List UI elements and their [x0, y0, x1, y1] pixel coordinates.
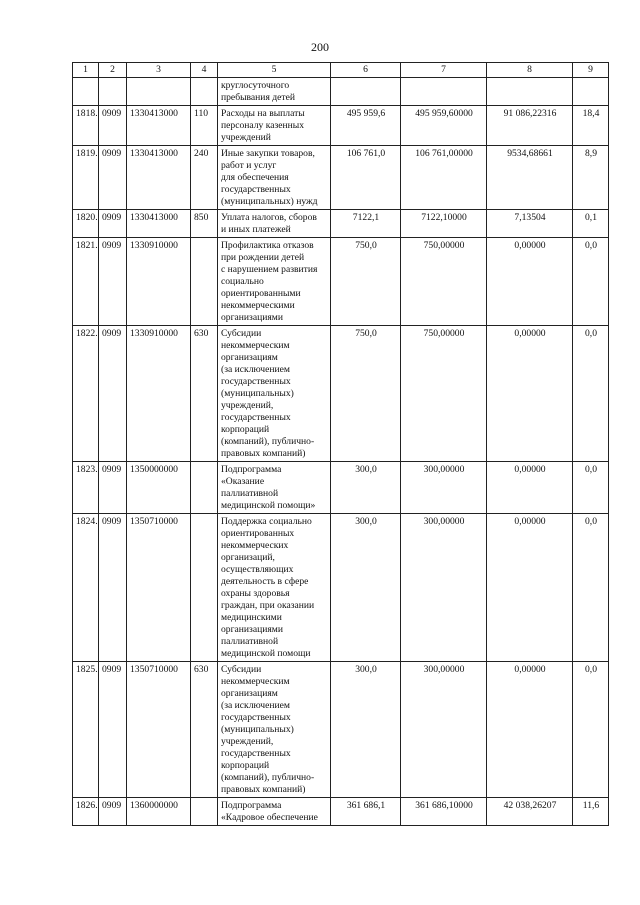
expense-type-cell: [191, 462, 218, 514]
section-code-cell: [99, 78, 127, 106]
table-row: [73, 78, 609, 106]
section-code-cell: 0909: [99, 462, 127, 514]
item-name-cell: Субсидии некоммерческим организациям (за исключением государственных (муниципальных) учреждений, государственных корпораций (компаний), публично- правовых компаний): [218, 662, 331, 798]
column-9-value-cell: 0,0: [573, 514, 609, 662]
target-article-cell: 1350710000: [127, 662, 191, 798]
expense-type-cell: 850: [191, 210, 218, 238]
column-9-value-cell: 0,0: [573, 662, 609, 798]
header-cell: 8: [487, 63, 573, 78]
column-6-value-cell: 300,0: [331, 514, 401, 662]
row-number-cell: 1819.: [73, 146, 99, 210]
column-9-value-cell: 8,9: [573, 146, 609, 210]
column-9-value-cell: [573, 78, 609, 106]
table-row: [73, 514, 609, 662]
column-7-value-cell: [401, 78, 487, 106]
column-9-value-cell: 0,0: [573, 326, 609, 462]
column-7-value-cell: 495 959,60000: [401, 106, 487, 146]
table-row: [73, 238, 609, 326]
column-8-value-cell: 9534,68661: [487, 146, 573, 210]
row-number-cell: 1823.: [73, 462, 99, 514]
target-article-cell: 1330413000: [127, 210, 191, 238]
column-6-value-cell: 7122,1: [331, 210, 401, 238]
row-number-cell: 1824.: [73, 514, 99, 662]
item-name-cell: Иные закупки товаров, работ и услуг для обеспечения государственных (муниципальных) нужд: [218, 146, 331, 210]
column-8-value-cell: [487, 78, 573, 106]
header-cell: 5: [218, 63, 331, 78]
section-code-cell: 0909: [99, 326, 127, 462]
item-name-cell: Субсидии некоммерческим организациям (за исключением государственных (муниципальных) учреждений, государственных корпораций (компаний), публично- правовых компаний): [218, 326, 331, 462]
target-article-cell: 1330910000: [127, 326, 191, 462]
column-6-value-cell: 300,0: [331, 462, 401, 514]
expense-type-cell: [191, 78, 218, 106]
row-number-cell: 1818.: [73, 106, 99, 146]
column-8-value-cell: 0,00000: [487, 462, 573, 514]
column-6-value-cell: 106 761,0: [331, 146, 401, 210]
row-number-cell: 1820.: [73, 210, 99, 238]
column-8-value-cell: 0,00000: [487, 238, 573, 326]
table-row: [73, 462, 609, 514]
target-article-cell: [127, 78, 191, 106]
section-code-cell: 0909: [99, 798, 127, 826]
section-code-cell: 0909: [99, 238, 127, 326]
column-6-value-cell: 750,0: [331, 326, 401, 462]
header-cell: 1: [73, 63, 99, 78]
section-code-cell: 0909: [99, 514, 127, 662]
expense-type-cell: 240: [191, 146, 218, 210]
section-code-cell: 0909: [99, 106, 127, 146]
item-name-cell: Подпрограмма «Оказание паллиативной медицинской помощи»: [218, 462, 331, 514]
expense-type-cell: [191, 798, 218, 826]
target-article-cell: 1360000000: [127, 798, 191, 826]
column-8-value-cell: 91 086,22316: [487, 106, 573, 146]
column-8-value-cell: 7,13504: [487, 210, 573, 238]
column-6-value-cell: 750,0: [331, 238, 401, 326]
table-body: [73, 63, 609, 826]
target-article-cell: 1330910000: [127, 238, 191, 326]
target-article-cell: 1330413000: [127, 146, 191, 210]
column-9-value-cell: 18,4: [573, 106, 609, 146]
header-cell: 3: [127, 63, 191, 78]
target-article-cell: 1350000000: [127, 462, 191, 514]
row-number-cell: 1822.: [73, 326, 99, 462]
section-code-cell: 0909: [99, 662, 127, 798]
column-6-value-cell: 300,0: [331, 662, 401, 798]
table-row: [73, 798, 609, 826]
column-7-value-cell: 300,00000: [401, 462, 487, 514]
header-cell: 4: [191, 63, 218, 78]
table-row: [73, 106, 609, 146]
expense-type-cell: 630: [191, 326, 218, 462]
table-row: [73, 326, 609, 462]
item-name-cell: Расходы на выплаты персоналу казенных учреждений: [218, 106, 331, 146]
column-8-value-cell: 0,00000: [487, 326, 573, 462]
table-row: [73, 210, 609, 238]
row-number-cell: 1821.: [73, 238, 99, 326]
column-6-value-cell: [331, 78, 401, 106]
header-cell: 6: [331, 63, 401, 78]
column-8-value-cell: 0,00000: [487, 662, 573, 798]
column-7-value-cell: 750,00000: [401, 326, 487, 462]
table-row: [73, 146, 609, 210]
row-number-cell: 1826.: [73, 798, 99, 826]
column-9-value-cell: 0,0: [573, 238, 609, 326]
item-name-cell: Поддержка социально ориентированных некоммерческих организаций, осуществляющих деятельность в сфере охраны здоровья граждан, при оказании медицинскими организациями паллиативной медицинской помощи: [218, 514, 331, 662]
budget-table: [72, 62, 609, 826]
column-7-value-cell: 750,00000: [401, 238, 487, 326]
column-7-value-cell: 300,00000: [401, 514, 487, 662]
row-number-cell: [73, 78, 99, 106]
target-article-cell: 1330413000: [127, 106, 191, 146]
column-9-value-cell: 11,6: [573, 798, 609, 826]
header-cell: 7: [401, 63, 487, 78]
column-8-value-cell: 42 038,26207: [487, 798, 573, 826]
table-row: [73, 662, 609, 798]
column-7-value-cell: 300,00000: [401, 662, 487, 798]
page-number: 200: [311, 40, 329, 54]
column-8-value-cell: 0,00000: [487, 514, 573, 662]
item-name-cell: Уплата налогов, сборов и иных платежей: [218, 210, 331, 238]
target-article-cell: 1350710000: [127, 514, 191, 662]
column-9-value-cell: 0,1: [573, 210, 609, 238]
column-7-value-cell: 106 761,00000: [401, 146, 487, 210]
row-number-cell: 1825.: [73, 662, 99, 798]
header-cell: 9: [573, 63, 609, 78]
item-name-cell: круглосуточного пребывания детей: [218, 78, 331, 106]
section-code-cell: 0909: [99, 210, 127, 238]
column-9-value-cell: 0,0: [573, 462, 609, 514]
item-name-cell: Подпрограмма «Кадровое обеспечение: [218, 798, 331, 826]
column-7-value-cell: 7122,10000: [401, 210, 487, 238]
expense-type-cell: 110: [191, 106, 218, 146]
header-cell: 2: [99, 63, 127, 78]
section-code-cell: 0909: [99, 146, 127, 210]
column-6-value-cell: 361 686,1: [331, 798, 401, 826]
column-7-value-cell: 361 686,10000: [401, 798, 487, 826]
expense-type-cell: [191, 238, 218, 326]
header-row: [73, 63, 609, 78]
item-name-cell: Профилактика отказов при рождении детей с нарушением развития социально ориентированными некоммерческими организациями: [218, 238, 331, 326]
expense-type-cell: 630: [191, 662, 218, 798]
column-6-value-cell: 495 959,6: [331, 106, 401, 146]
expense-type-cell: [191, 514, 218, 662]
